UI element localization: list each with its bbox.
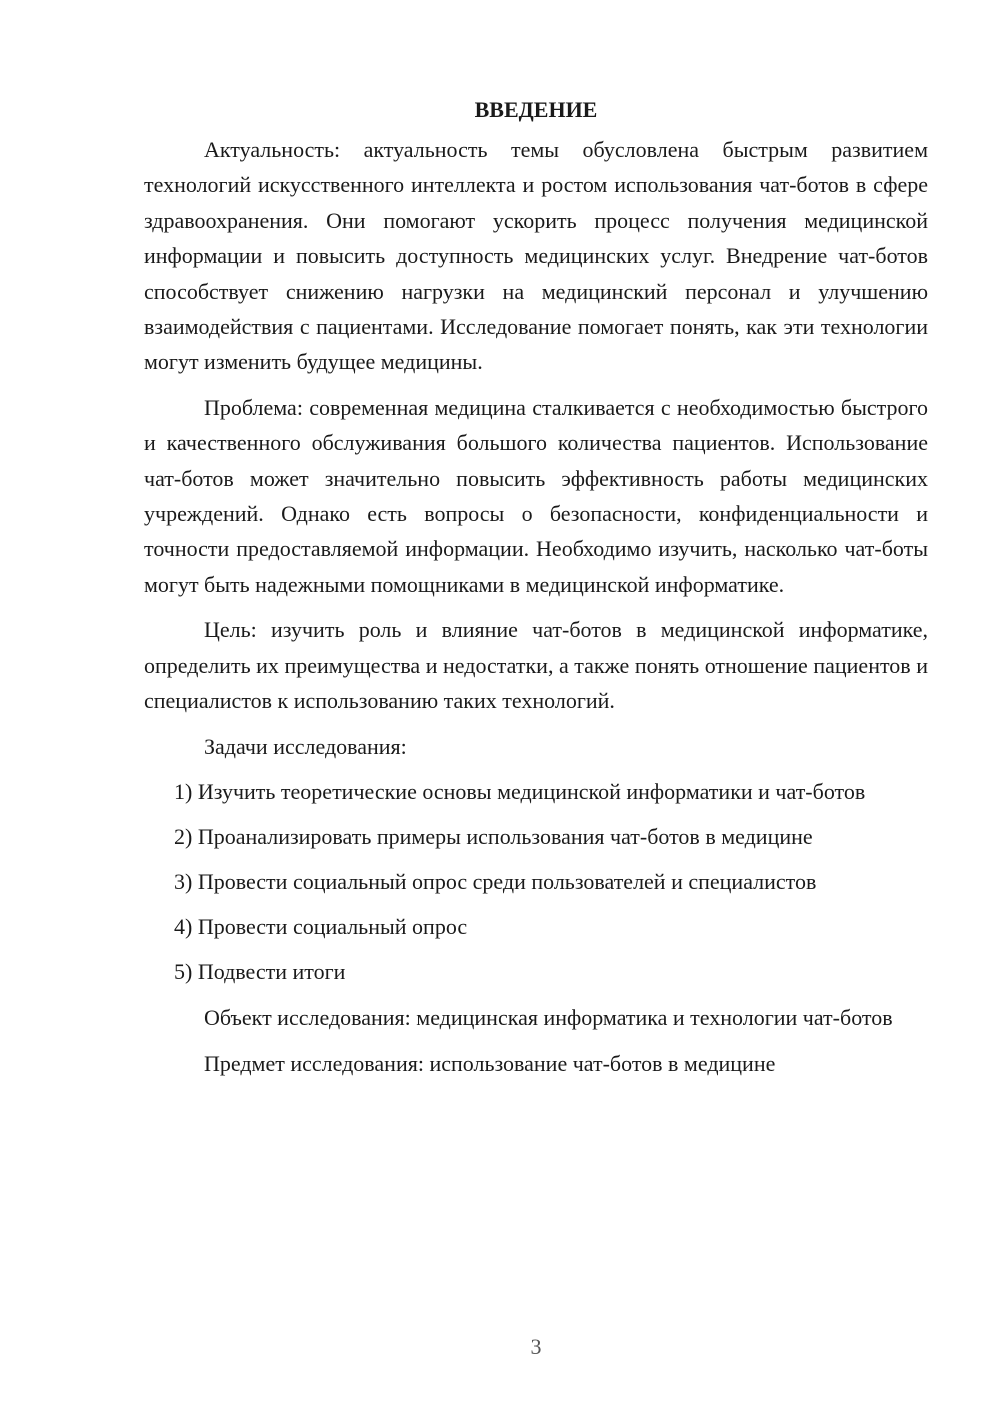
task-item-4: 4) Провести социальный опрос <box>174 913 468 939</box>
section-title: ВВЕДЕНИЕ <box>474 97 598 122</box>
paragraph-subject: Предмет исследования: использование чат-ботов в медицине <box>204 1051 776 1077</box>
task-item-1: 1) Изучить теоретические основы медицинской информатики и чат-ботов <box>174 778 866 804</box>
task-item-2: 2) Проанализировать примеры использования чат-ботов в медицине <box>174 823 813 849</box>
paragraph-object: Объект исследования: медицинская информатика и технологии чат-ботов <box>204 1004 893 1030</box>
paragraph-tasks-heading: Задачи исследования: <box>204 733 407 759</box>
document-body <box>144 92 928 1082</box>
paragraph-problem: Проблема: современная медицина сталкивается с необходимостью быстрого и качественного обслуживания большого количества пациентов. Использование чат-ботов может значительно повысить эффективность работы медицинских учреждений. Однако есть вопросы о безопасности, конфиденциальности и точности предоставляемой информации. Необходимо изучить, насколько чат-боты могут быть надежными помощниками в медицинской информатике. <box>144 394 928 597</box>
task-item-3: 3) Провести социальный опрос среди пользователей и специалистов <box>174 868 817 894</box>
page-number: 3 <box>530 1334 542 1359</box>
paragraph-goal: Цель: изучить роль и влияние чат-ботов в медицинской информатике, определить их преимущества и недостатки, а также понять отношение пациентов и специалистов к использованию таких технологий. <box>144 617 928 714</box>
task-item-5: 5) Подвести итоги <box>174 958 346 984</box>
paragraph-relevance: Актуальность: актуальность темы обусловлена быстрым развитием технологий искусственного интеллекта и ростом использования чат-ботов в сфере здравоохранения. Они помогают ускорить процесс получения медицинской информации и повысить доступность медицинских услуг. Внедрение чат-ботов способствует снижению нагрузки на медицинский персонал и улучшению взаимодействия с пациентами. Исследование помогает понять, как эти технологии могут изменить будущее медицины. <box>144 137 928 375</box>
